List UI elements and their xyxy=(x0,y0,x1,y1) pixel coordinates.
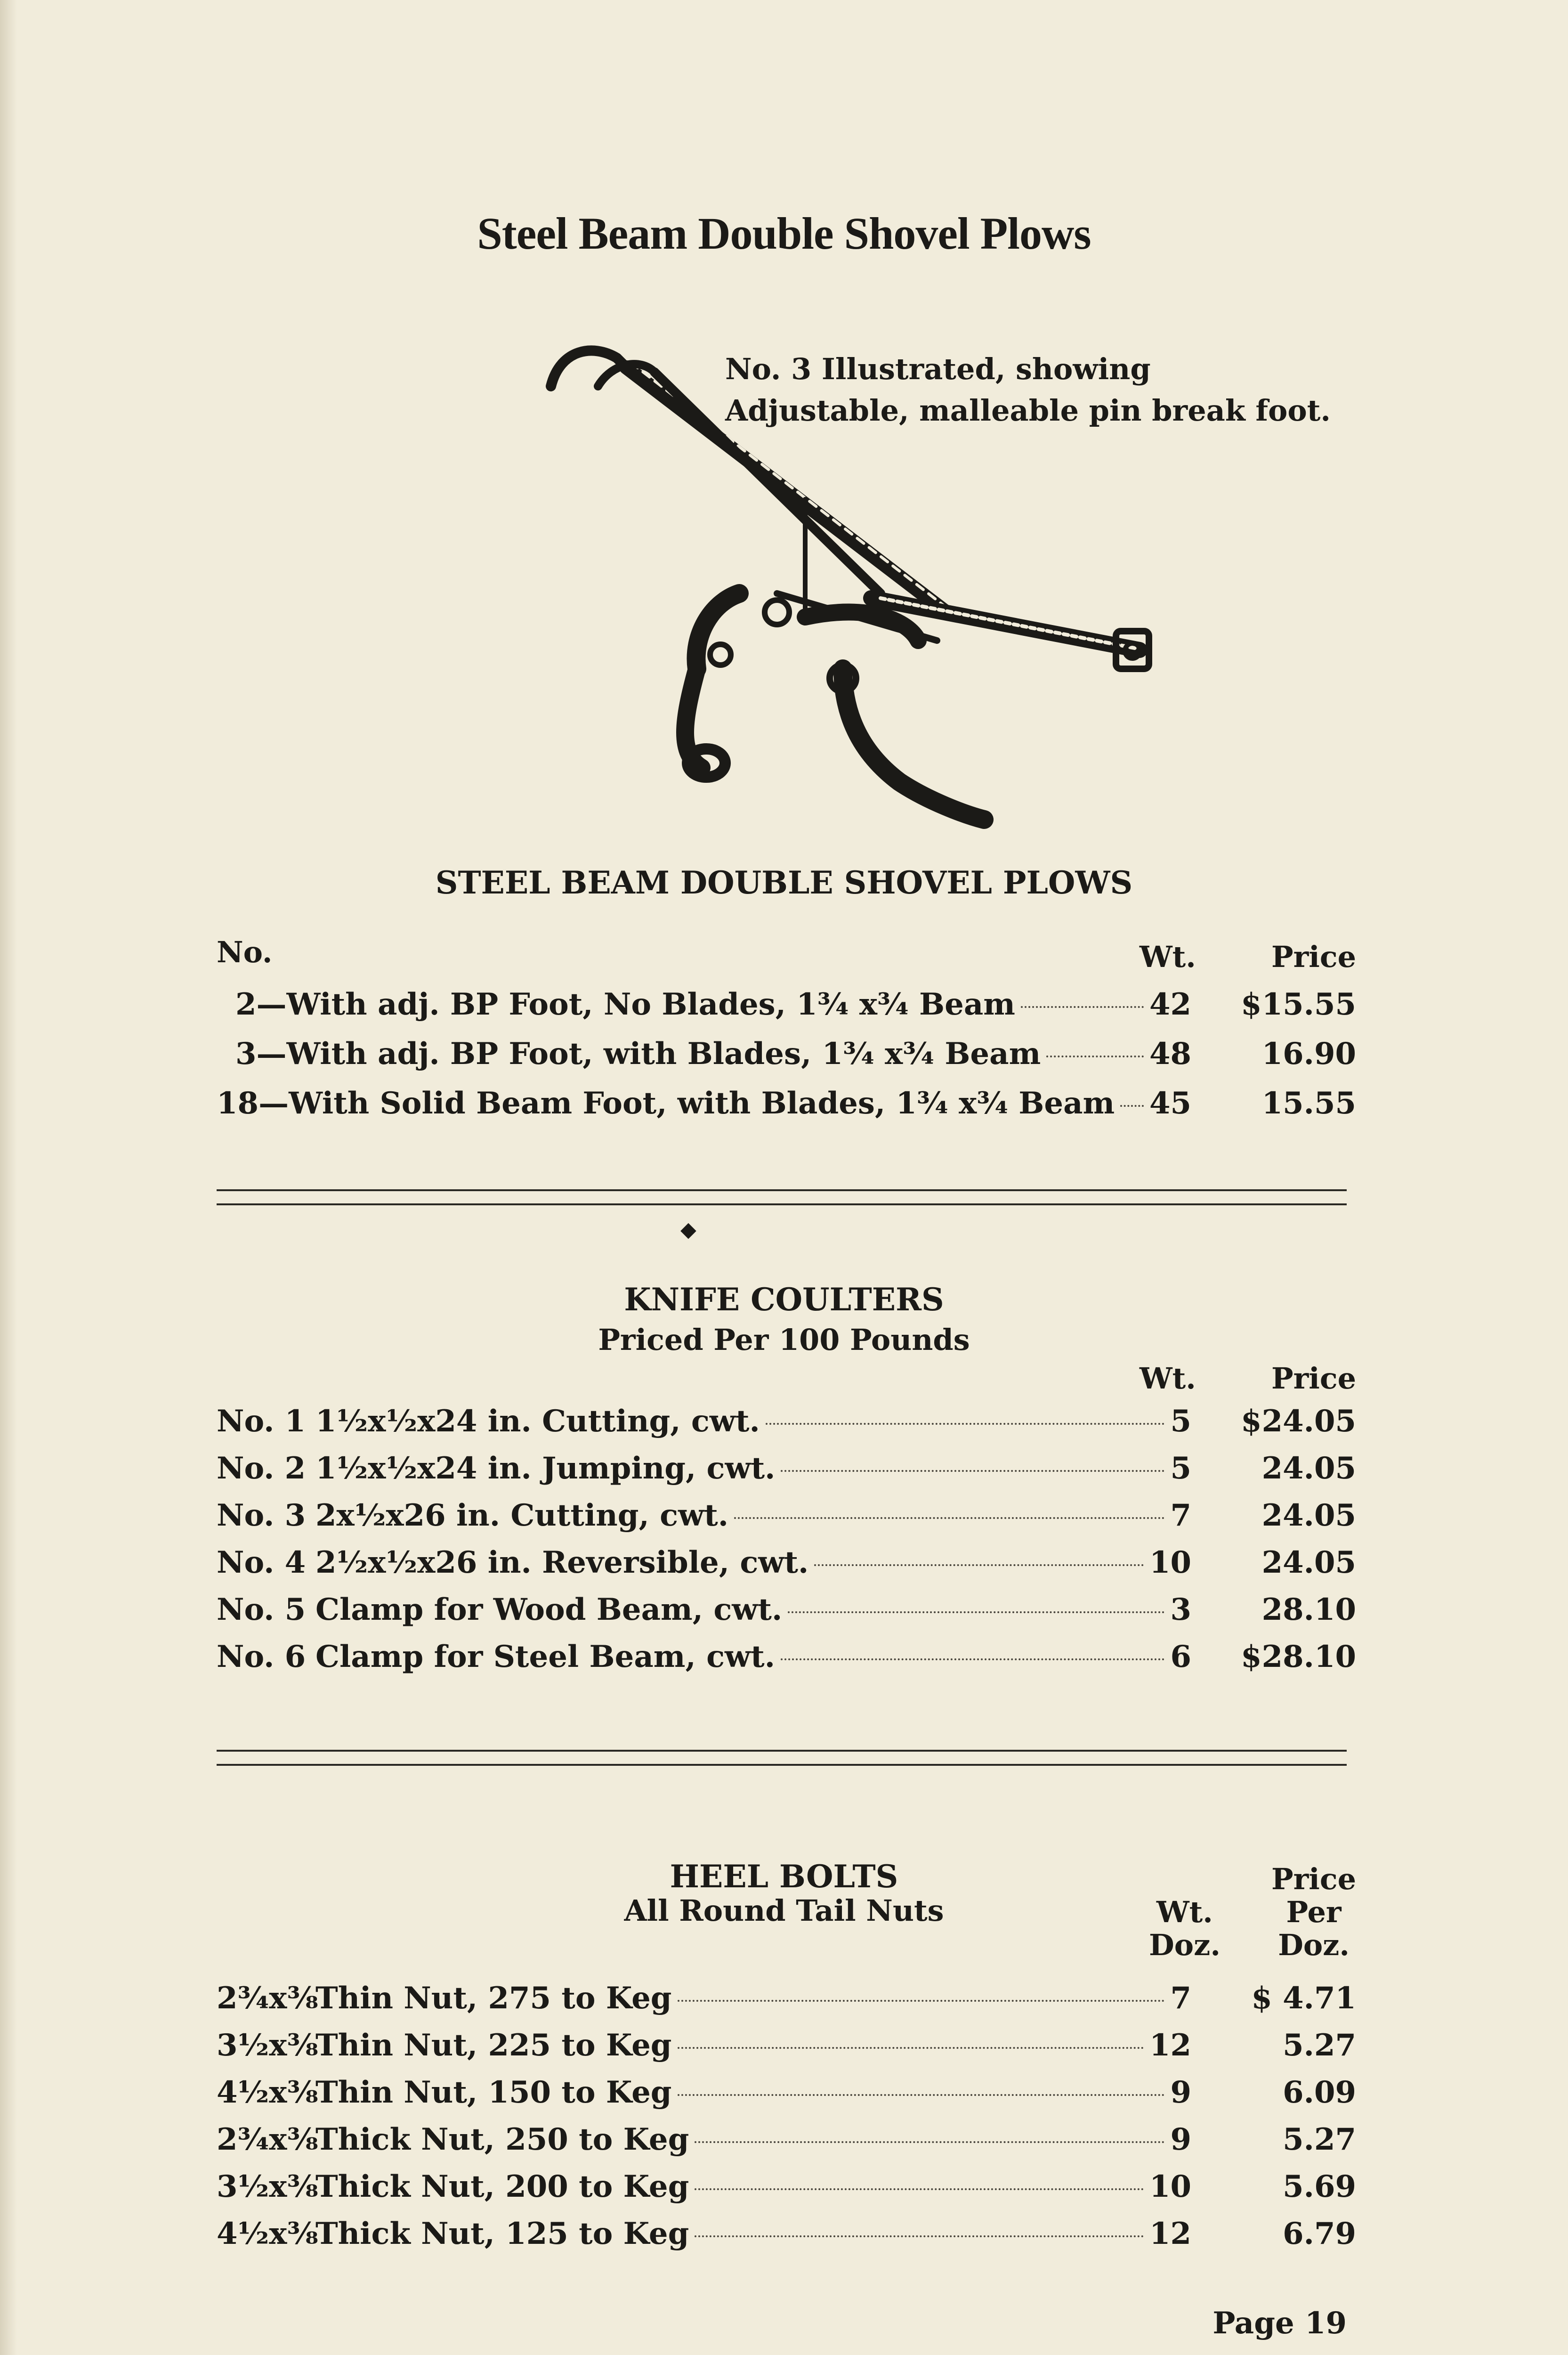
coulters-subheading: Priced Per 100 Pounds xyxy=(598,1323,970,1357)
col-header-price: Price xyxy=(1271,940,1357,974)
item-price: $15.55 xyxy=(1241,987,1356,1022)
dot-leader xyxy=(678,2047,1144,2049)
item-description: Clamp for Steel Beam, cwt. xyxy=(315,1639,775,1674)
dot-leader xyxy=(766,1423,1165,1425)
item-description: Thin Nut, 225 to Keg xyxy=(315,2028,672,2063)
table-row xyxy=(217,987,1356,1029)
item-price: 6.79 xyxy=(1283,2216,1356,2251)
item-price: $28.10 xyxy=(1241,1639,1356,1674)
dot-leader xyxy=(814,1564,1144,1566)
dot-leader xyxy=(678,2000,1165,2002)
table-row xyxy=(217,2028,1356,2070)
bolt-size: 4½x⅜ xyxy=(217,2216,318,2251)
table-row xyxy=(217,1404,1356,1446)
table-row xyxy=(217,2075,1356,2117)
dot-leader xyxy=(695,2235,1144,2237)
item-weight: 5 xyxy=(1170,1404,1191,1439)
item-description: Thick Nut, 125 to Keg xyxy=(315,2216,689,2251)
item-weight: 12 xyxy=(1149,2028,1191,2063)
item-weight: 45 xyxy=(1149,1086,1191,1121)
divider xyxy=(217,1189,1347,1191)
item-price: 28.10 xyxy=(1261,1592,1356,1627)
table-row xyxy=(217,2216,1356,2258)
dot-leader xyxy=(781,1470,1164,1472)
item-weight: 48 xyxy=(1149,1036,1191,1072)
item-price: 5.69 xyxy=(1283,2169,1356,2204)
diamond-ornament-icon: ◆ xyxy=(680,1218,696,1242)
page-edge-shadow xyxy=(0,0,17,2355)
page-title: Steel Beam Double Shovel Plows xyxy=(477,208,1091,259)
item-description: Thick Nut, 250 to Keg xyxy=(315,2122,689,2157)
item-number: No. 1 xyxy=(217,1404,306,1439)
table-row xyxy=(217,2122,1356,2164)
item-description: Clamp for Wood Beam, cwt. xyxy=(315,1592,783,1627)
item-weight: 3 xyxy=(1170,1592,1191,1627)
table-row xyxy=(217,1639,1356,1681)
item-weight: 5 xyxy=(1170,1451,1191,1486)
item-price: $24.05 xyxy=(1241,1404,1356,1439)
bolt-size: 2¾x⅜ xyxy=(217,1981,318,2016)
item-description: 1½x½x24 in. Jumping, cwt. xyxy=(315,1451,776,1486)
item-price: 15.55 xyxy=(1261,1086,1356,1121)
item-description: 2½x½x26 in. Reversible, cwt. xyxy=(315,1545,809,1580)
page-number: Page 19 xyxy=(1212,2306,1347,2341)
divider xyxy=(217,1750,1347,1752)
dot-leader xyxy=(695,2141,1164,2143)
dot-leader xyxy=(781,1658,1165,1660)
plows-heading: STEEL BEAM DOUBLE SHOVEL PLOWS xyxy=(435,864,1133,901)
table-row xyxy=(217,1545,1356,1587)
bolt-size: 3½x⅜ xyxy=(217,2169,318,2204)
bolt-size: 3½x⅜ xyxy=(217,2028,318,2063)
dot-leader xyxy=(1021,1006,1144,1008)
item-price: 24.05 xyxy=(1261,1545,1356,1580)
item-number: No. 3 xyxy=(217,1498,306,1533)
divider xyxy=(217,1203,1347,1205)
item-description: 1½x½x24 in. Cutting, cwt. xyxy=(315,1404,760,1439)
caption-line: No. 3 Illustrated, showing xyxy=(725,352,1151,386)
col-header-no: No. xyxy=(217,935,273,969)
item-weight: 12 xyxy=(1149,2216,1191,2251)
dot-leader xyxy=(1120,1105,1144,1107)
col-header-price: Price Per Doz. xyxy=(1271,1862,1357,1962)
item-price: 5.27 xyxy=(1283,2028,1356,2063)
item-number: No. 5 xyxy=(217,1592,306,1627)
col-header-wt: Wt. xyxy=(1140,1361,1196,1396)
item-weight: 9 xyxy=(1170,2122,1191,2157)
item-price: 24.05 xyxy=(1261,1498,1356,1533)
dot-leader xyxy=(678,2094,1165,2096)
item-weight: 7 xyxy=(1170,1498,1191,1533)
item-price: 6.09 xyxy=(1283,2075,1356,2110)
coulters-heading: KNIFE COULTERS xyxy=(624,1281,944,1318)
col-header-wt: Wt. Doz. xyxy=(1149,1895,1220,1962)
item-weight: 9 xyxy=(1170,2075,1191,2110)
dot-leader xyxy=(695,2188,1144,2190)
item-weight: 7 xyxy=(1170,1981,1191,2016)
item-price: 16.90 xyxy=(1261,1036,1356,1072)
table-row xyxy=(217,1592,1356,1634)
table-row xyxy=(217,1451,1356,1493)
bolts-heading: HEEL BOLTS xyxy=(670,1858,898,1895)
item-description: Thick Nut, 200 to Keg xyxy=(315,2169,689,2204)
item-description: 18—With Solid Beam Foot, with Blades, 1¾ x¾ Beam xyxy=(217,1086,1115,1121)
item-weight: 6 xyxy=(1170,1639,1191,1674)
table-row xyxy=(217,1981,1356,2023)
item-description: 3—With adj. BP Foot, with Blades, 1¾ x¾ Beam xyxy=(235,1036,1041,1072)
item-weight: 10 xyxy=(1149,1545,1191,1580)
col-header-wt: Wt. xyxy=(1140,940,1196,974)
dot-leader xyxy=(734,1517,1164,1519)
divider xyxy=(217,1764,1347,1766)
item-price: 24.05 xyxy=(1261,1451,1356,1486)
table-row xyxy=(217,1498,1356,1540)
table-row xyxy=(217,1036,1356,1079)
item-description: Thin Nut, 275 to Keg xyxy=(315,1981,672,2016)
item-weight: 10 xyxy=(1149,2169,1191,2204)
item-description: 2—With adj. BP Foot, No Blades, 1¾ x¾ Beam xyxy=(235,987,1015,1022)
item-description: 2x½x26 in. Cutting, cwt. xyxy=(315,1498,728,1533)
bolt-size: 2¾x⅜ xyxy=(217,2122,318,2157)
item-weight: 42 xyxy=(1149,987,1191,1022)
col-header-price: Price xyxy=(1271,1361,1357,1396)
caption-line: Adjustable, malleable pin break foot. xyxy=(725,393,1331,428)
item-price: $ 4.71 xyxy=(1251,1981,1356,2016)
table-row xyxy=(217,1086,1356,1128)
table-row xyxy=(217,2169,1356,2211)
bolts-subheading: All Round Tail Nuts xyxy=(624,1893,944,1928)
item-description: Thin Nut, 150 to Keg xyxy=(315,2075,672,2110)
item-number: No. 6 xyxy=(217,1639,306,1674)
item-number: No. 2 xyxy=(217,1451,306,1486)
bolt-size: 4½x⅜ xyxy=(217,2075,318,2110)
illustration-caption xyxy=(725,349,1331,431)
item-number: No. 4 xyxy=(217,1545,306,1580)
dot-leader xyxy=(1046,1056,1144,1057)
dot-leader xyxy=(788,1611,1164,1613)
item-price: 5.27 xyxy=(1283,2122,1356,2157)
